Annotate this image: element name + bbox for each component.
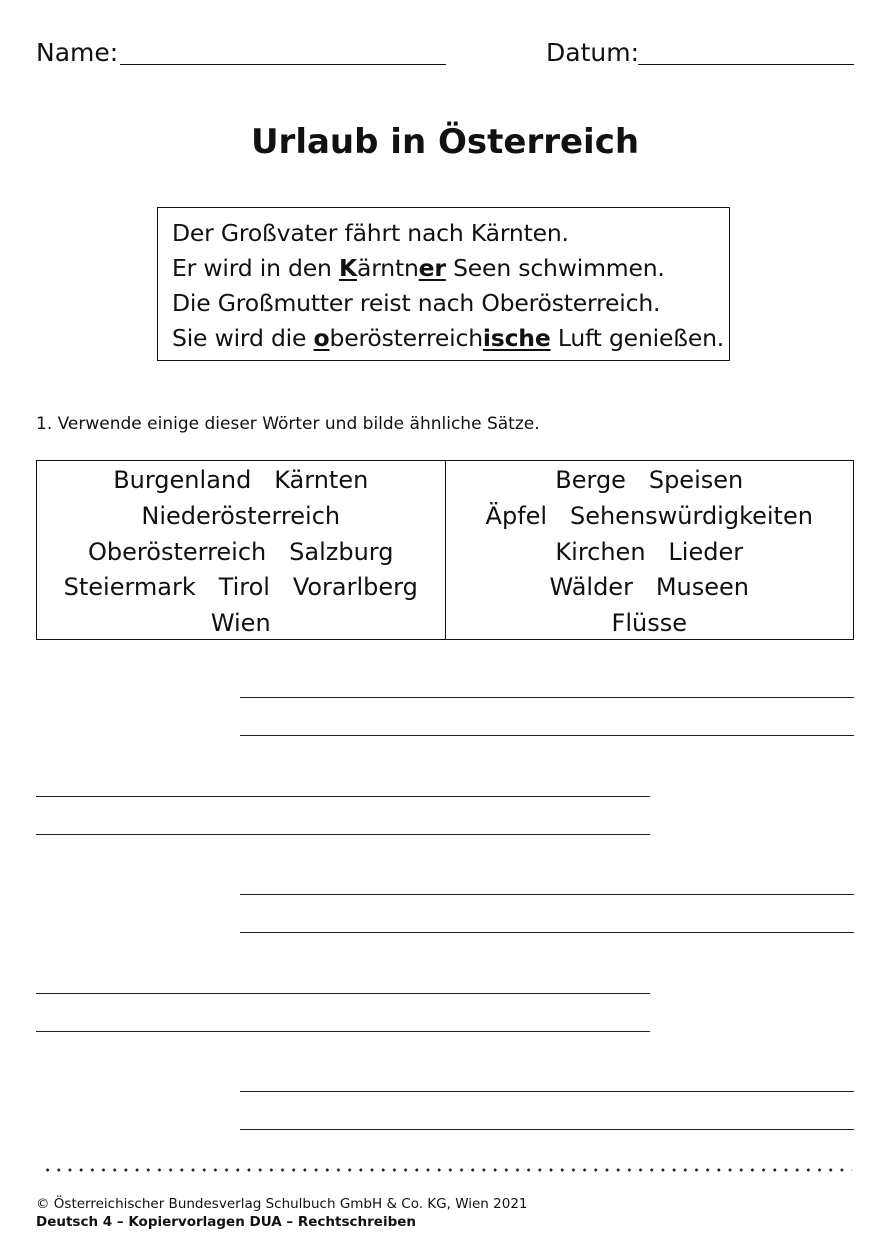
example-sentence (172, 286, 729, 321)
word-column-nouns (445, 461, 854, 639)
date-field-line[interactable] (638, 64, 854, 65)
region-words-row: Wien (210, 609, 271, 638)
word-column-regions (37, 461, 445, 639)
sentence-text: Die Großmutter reist nach Oberösterreich. (172, 289, 661, 317)
sentence-text: Luft genießen. (550, 324, 725, 352)
example-sentence (172, 251, 729, 286)
footer-series: Deutsch 4 – Kopiervorlagen DUA – Rechtschreiben (36, 1214, 417, 1230)
writing-line[interactable] (36, 1031, 650, 1032)
writing-line[interactable] (240, 1091, 854, 1092)
highlighted-letters: o (313, 324, 330, 352)
writing-line[interactable] (240, 697, 854, 698)
footer-copyright: © Österreichischer Bundesverlag Schulbuch GmbH & Co. KG, Wien 2021 (36, 1196, 528, 1212)
sentence-text: Sie wird die (172, 324, 314, 352)
writing-line[interactable] (240, 1129, 854, 1130)
word-table (36, 460, 854, 640)
example-sentences (172, 216, 729, 356)
sentence-text: berösterreich (329, 324, 483, 352)
writing-line[interactable] (36, 834, 650, 835)
writing-line[interactable] (36, 993, 650, 994)
page-title: Urlaub in Österreich (250, 122, 640, 162)
writing-line[interactable] (240, 932, 854, 933)
region-words-row: Steiermark Tirol Vorarlberg (63, 573, 418, 602)
example-sentences-box (157, 207, 730, 361)
writing-line[interactable] (36, 796, 650, 797)
noun-words-row: Kirchen Lieder (555, 537, 744, 566)
writing-line[interactable] (240, 735, 854, 736)
sentence-text: Seen schwimmen. (445, 254, 665, 282)
sentence-text: ärntn (357, 254, 419, 282)
highlighted-letters: K (339, 254, 358, 282)
sentence-text: Der Großvater fährt nach Kärnten. (172, 219, 569, 247)
region-words-row: Burgenland Kärnten (113, 466, 369, 494)
name-field-line[interactable] (120, 64, 446, 65)
example-sentence (172, 216, 729, 251)
noun-words-row: Berge Speisen (555, 466, 744, 494)
region-words-row: Niederösterreich (141, 501, 341, 530)
noun-words-row: Äpfel Sehenswürdigkeiten (485, 501, 813, 530)
task-instruction: 1. Verwende einige dieser Wörter und bilde ähnliche Sätze. (36, 414, 540, 434)
region-words-row: Oberösterreich Salzburg (88, 537, 394, 566)
example-sentence (172, 321, 729, 356)
date-label: Datum: (546, 38, 639, 67)
noun-words-row: Flüsse (611, 609, 687, 638)
sentence-text: Er wird in den (172, 254, 339, 282)
highlighted-letters: ische (482, 324, 551, 352)
noun-words-row: Wälder Museen (549, 573, 749, 602)
writing-line[interactable] (240, 894, 854, 895)
highlighted-letters: er (418, 254, 446, 282)
dotted-separator (42, 1164, 852, 1176)
name-label: Name: (36, 38, 119, 67)
